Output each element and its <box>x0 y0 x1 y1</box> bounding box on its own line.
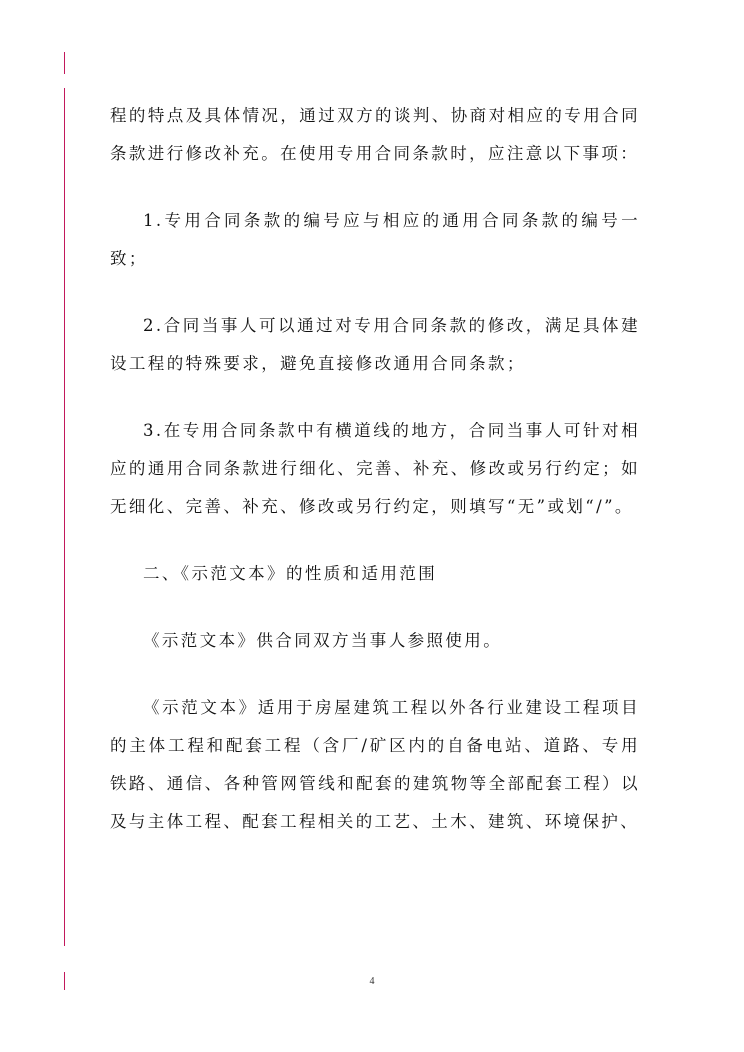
page-number: 4 <box>369 976 375 987</box>
paragraph-continued: 程的特点及具体情况，通过双方的谈判、协商对相应的专用合同条款进行修改补充。在使用专用合同条款时，应注意以下事项： <box>110 106 640 163</box>
margin-rule-top <box>64 52 65 74</box>
margin-rule <box>64 88 65 946</box>
paragraph-scope: 《示范文本》适用于房屋建筑工程以外各行业建设工程项目的主体工程和配套工程（含厂/矿区内的自备电站、道路、专用铁路、通信、各种管网管线和配套的建筑物等全部配套工程）以及与主体工程、配套工程相关的工艺、土木、建筑、环境保护、 <box>110 698 640 831</box>
section-heading: 二、《示范文本》的性质和适用范围 <box>143 564 438 583</box>
paragraph-item-1: 1.专用合同条款的编号应与相应的通用合同条款的编号一致； <box>110 211 640 268</box>
paragraph-item-3: 3.在专用合同条款中有横道线的地方，合同当事人可针对相应的通用合同条款进行细化、完善、补充、修改或另行约定；如无细化、完善、补充、修改或另行约定，则填写“无”或划“/”。 <box>110 421 640 516</box>
paragraph-usage: 《示范文本》供合同双方当事人参照使用。 <box>143 631 503 650</box>
paragraph-item-2: 2.合同当事人可以通过对专用合同条款的修改，满足具体建设工程的特殊要求，避免直接修改通用合同条款； <box>110 316 640 373</box>
document-body <box>110 88 640 841</box>
